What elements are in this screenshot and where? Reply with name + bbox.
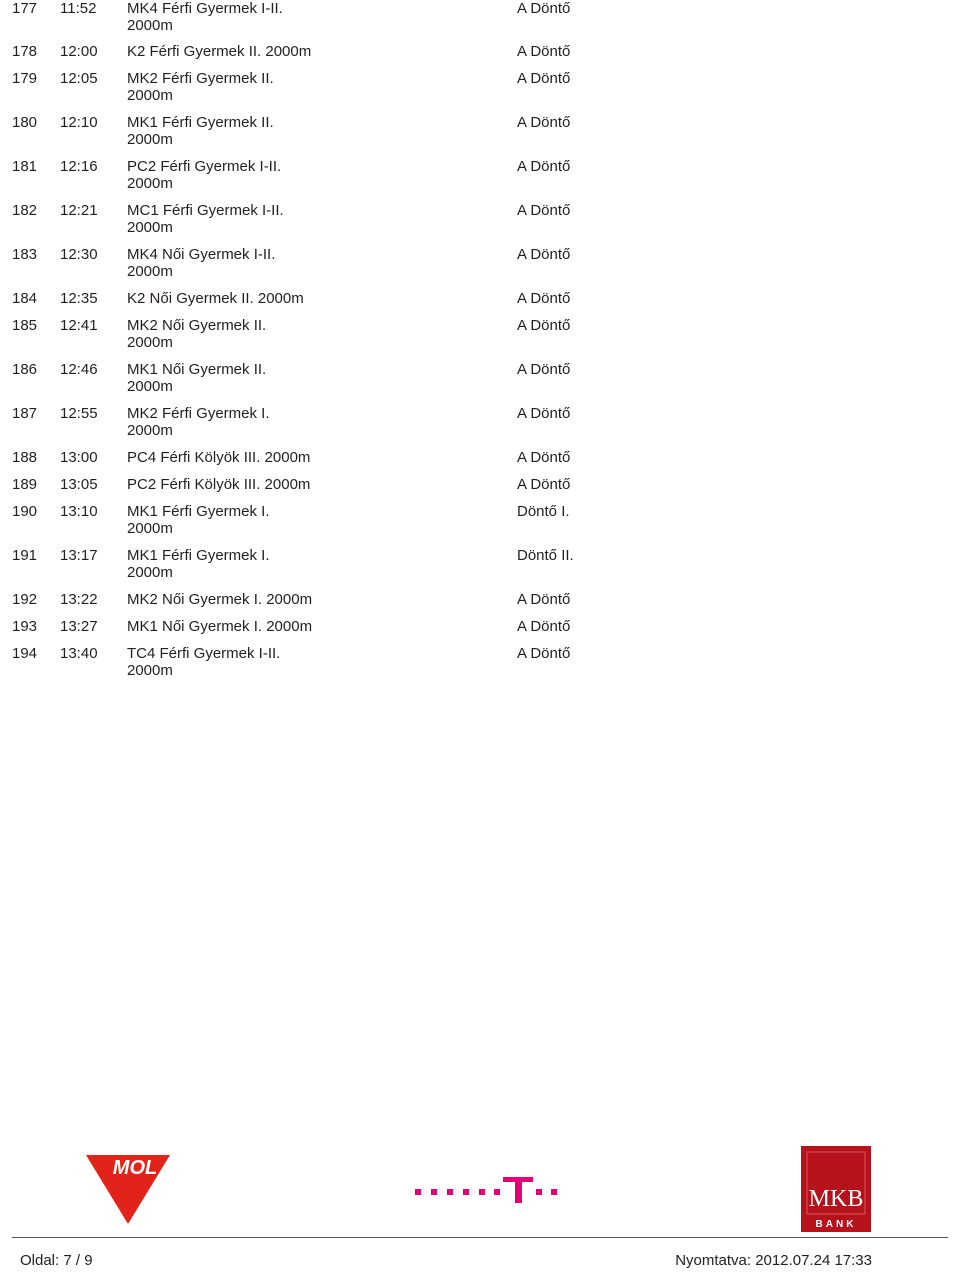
sponsor-logos (0, 1140, 960, 1240)
start-time: 13:17 (60, 547, 98, 564)
race-event-line1: MK4 Női Gyermek I-II. (127, 246, 276, 263)
start-time: 12:30 (60, 246, 98, 263)
race-event (127, 70, 274, 104)
race-event-line1: PC4 Férfi Kölyök III. 2000m (127, 449, 311, 466)
start-time: 13:27 (60, 618, 98, 635)
mol-logo-text: MOL (112, 1157, 158, 1179)
race-number: 177 (12, 0, 38, 17)
schedule-row (0, 645, 960, 679)
schedule-row (0, 317, 960, 351)
race-phase: A Döntő (517, 202, 571, 219)
race-phase: A Döntő (517, 618, 571, 635)
race-number: 179 (12, 70, 38, 87)
race-event-line2: 2000m (127, 334, 173, 351)
printed-timestamp: Nyomtatva: 2012.07.24 17:33 (675, 1252, 872, 1269)
footer-divider (12, 1237, 948, 1238)
race-event-line1: MK2 Női Gyermek II. (127, 317, 267, 334)
race-phase: A Döntő (517, 43, 571, 60)
page-number: Oldal: 7 / 9 (20, 1252, 93, 1269)
race-event-line1: K2 Férfi Gyermek II. 2000m (127, 43, 312, 60)
start-time: 11:52 (60, 0, 97, 17)
start-time: 12:16 (60, 158, 98, 175)
race-event-line2: 2000m (127, 263, 173, 280)
race-event-line2: 2000m (127, 564, 173, 581)
race-event-line2: 2000m (127, 219, 173, 236)
mol-logo-icon (86, 1152, 170, 1226)
race-phase: A Döntő (517, 246, 571, 263)
start-time: 12:35 (60, 290, 98, 307)
race-number: 190 (12, 503, 38, 520)
race-event (127, 503, 270, 537)
race-phase: A Döntő (517, 476, 571, 493)
race-event-line1: MK1 Férfi Gyermek I. (127, 503, 270, 520)
start-time: 13:00 (60, 449, 98, 466)
race-number: 182 (12, 202, 38, 219)
race-event-line2: 2000m (127, 175, 173, 192)
race-event (127, 547, 270, 581)
race-phase: Döntő I. (517, 503, 570, 520)
race-event-line1: PC2 Férfi Gyermek I-II. (127, 158, 282, 175)
race-number: 194 (12, 645, 38, 662)
mkb-bank-logo-icon (801, 1146, 871, 1232)
race-number: 178 (12, 43, 38, 60)
race-event-line2: 2000m (127, 422, 173, 439)
race-number: 191 (12, 547, 38, 564)
race-phase: A Döntő (517, 317, 571, 334)
schedule-row (0, 70, 960, 104)
start-time: 13:10 (60, 503, 98, 520)
race-phase: Döntő II. (517, 547, 574, 564)
start-time: 12:05 (60, 70, 98, 87)
schedule-row (0, 547, 960, 581)
schedule-row (0, 202, 960, 236)
start-time: 12:55 (60, 405, 98, 422)
race-event-line1: MK1 Női Gyermek II. (127, 361, 267, 378)
race-event (127, 114, 274, 148)
race-event-line2: 2000m (127, 378, 173, 395)
race-event (127, 476, 310, 493)
race-event (127, 317, 266, 351)
race-event-line1: MK1 Női Gyermek I. 2000m (127, 618, 313, 635)
race-event-line2: 2000m (127, 662, 173, 679)
race-event (127, 158, 281, 192)
start-time: 12:21 (60, 202, 98, 219)
race-event-line1: MC1 Férfi Gyermek I-II. (127, 202, 284, 219)
race-phase: A Döntő (517, 0, 571, 17)
race-event-line1: MK4 Férfi Gyermek I-II. (127, 0, 283, 17)
race-number: 188 (12, 449, 38, 466)
race-event-line2: 2000m (127, 87, 173, 104)
race-event (127, 43, 311, 60)
race-number: 192 (12, 591, 38, 608)
race-event (127, 361, 266, 395)
race-phase: A Döntő (517, 449, 571, 466)
mkb-logo-text: MKB (808, 1186, 864, 1212)
race-event-line1: PC2 Férfi Kölyök III. 2000m (127, 476, 311, 493)
race-event (127, 246, 275, 280)
schedule-row (0, 405, 960, 439)
race-phase: A Döntő (517, 70, 571, 87)
race-phase: A Döntő (517, 114, 571, 131)
race-event-line1: K2 Női Gyermek II. 2000m (127, 290, 304, 307)
race-event (127, 202, 284, 236)
race-number: 193 (12, 618, 38, 635)
race-phase: A Döntő (517, 158, 571, 175)
start-time: 13:22 (60, 591, 98, 608)
race-phase: A Döntő (517, 591, 571, 608)
schedule-row (0, 158, 960, 192)
schedule-row (0, 0, 960, 34)
race-event-line1: MK1 Férfi Gyermek I. (127, 547, 270, 564)
race-event (127, 591, 312, 608)
race-number: 181 (12, 158, 38, 175)
race-phase: A Döntő (517, 405, 571, 422)
race-number: 184 (12, 290, 38, 307)
race-event-line1: MK1 Férfi Gyermek II. (127, 114, 274, 131)
race-event-line2: 2000m (127, 17, 173, 34)
race-event-line1: MK2 Női Gyermek I. 2000m (127, 591, 313, 608)
race-number: 189 (12, 476, 38, 493)
race-event (127, 449, 310, 466)
start-time: 12:41 (60, 317, 98, 334)
start-time: 13:40 (60, 645, 98, 662)
race-number: 185 (12, 317, 38, 334)
race-event-line1: TC4 Férfi Gyermek I-II. (127, 645, 281, 662)
race-phase: A Döntő (517, 645, 571, 662)
telekom-logo-icon (410, 1174, 560, 1206)
race-phase: A Döntő (517, 361, 571, 378)
schedule-row (0, 246, 960, 280)
race-event (127, 0, 283, 34)
start-time: 12:00 (60, 43, 98, 60)
race-event-line2: 2000m (127, 520, 173, 537)
race-event (127, 645, 280, 679)
start-time: 12:46 (60, 361, 98, 378)
race-event-line1: MK2 Férfi Gyermek I. (127, 405, 270, 422)
schedule-row (0, 114, 960, 148)
start-time: 12:10 (60, 114, 98, 131)
schedule-row (0, 361, 960, 395)
schedule-row (0, 503, 960, 537)
race-event-line2: 2000m (127, 131, 173, 148)
start-time: 13:05 (60, 476, 98, 493)
race-number: 186 (12, 361, 38, 378)
race-phase: A Döntő (517, 290, 571, 307)
race-event (127, 405, 270, 439)
race-event (127, 618, 312, 635)
race-event (127, 290, 304, 307)
mkb-logo-subtext: BANK (815, 1219, 857, 1230)
race-number: 183 (12, 246, 38, 263)
race-number: 180 (12, 114, 38, 131)
race-event-line1: MK2 Férfi Gyermek II. (127, 70, 274, 87)
race-number: 187 (12, 405, 38, 422)
